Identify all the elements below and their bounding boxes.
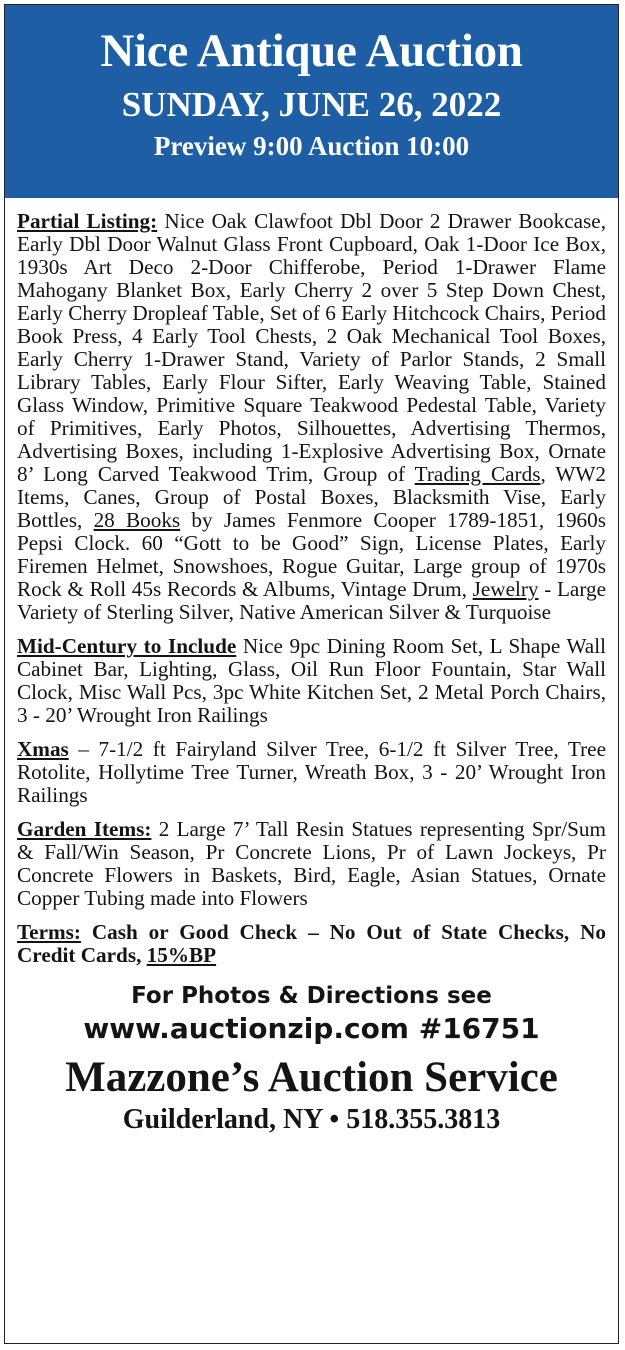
- company-location-phone: Guilderland, NY • 518.355.3813: [122, 1104, 501, 1135]
- terms-text: Cash or Good Check – No Out of State Checks, No Credit Cards,: [17, 920, 606, 967]
- xmas-text: – 7-1/2 ft Fairyland Silver Tree, 6-1/2 ft Silver Tree, Tree Rotolite, Hollytime Tree Turner, Wreath Box, 3 - 20’ Wrought Iron Railings: [17, 737, 606, 807]
- photos-directions-text: For Photos & Directions see: [131, 983, 492, 1009]
- listing-body: [5, 198, 618, 967]
- partial-listing-text-2: , WW2 Items, Canes, Group of Postal Boxes, Blacksmith Vise, Early Bottles,: [17, 462, 606, 532]
- auction-times: Preview 9:00 Auction 10:00: [153, 131, 470, 161]
- website-link[interactable]: www.auctionzip.com #16751: [83, 1012, 540, 1045]
- xmas-section: [17, 738, 606, 807]
- books-text: 28 Books: [93, 508, 181, 532]
- garden-text: 2 Large 7’ Tall Resin Statues representing Spr/Sum & Fall/Win Season, Pr Concrete Lions, Pr of Lawn Jockeys, Pr Concrete Flowers in Baskets, Bird, Eagle, Asian Statues, Ornate Copper Tubing made into Flowers: [17, 817, 606, 910]
- jewelry-text: Jewelry: [472, 577, 539, 601]
- trading-cards-text: Trading Cards: [414, 462, 541, 486]
- partial-listing-label: Partial Listing:: [17, 209, 158, 233]
- ad-footer: [5, 981, 618, 1137]
- partial-listing-text-4: - Large Variety of Sterling Silver, Native American Silver & Turquoise: [17, 577, 606, 624]
- auction-title: Nice Antique Auction: [100, 25, 523, 77]
- partial-listing-text-1: Nice Oak Clawfoot Dbl Door 2 Drawer Bookcase, Early Dbl Door Walnut Glass Front Cupboard, Oak 1-Door Ice Box, 1930s Art Deco 2-Door Chifferobe, Period 1-Drawer Flame Mahogany Blanket Box, Early Cherry 2 over 5 Step Down Chest, Early Cherry Dropleaf Table, Set of 6 Early Hitchcock Chairs, Period Book Press, 4 Early Tool Chests, 2 Oak Mechanical Tool Boxes, Early Cherry 1-Drawer Stand, Variety of Parlor Stands, 2 Small Library Tables, Early Flour Sifter, Early Weaving Table, Stained Glass Window, Primitive Square Teakwood Pedestal Table, Variety of Primitives, Early Photos, Silhouettes, Advertising Thermos, Advertising Boxes, including 1-Explosive Advertising Box, Ornate 8’ Long Carved Teakwood Trim, Group of: [17, 209, 606, 486]
- company-name: Mazzone’s Auction Service: [65, 1054, 558, 1101]
- terms-label: Terms:: [17, 920, 81, 944]
- garden-label: Garden Items:: [17, 817, 152, 841]
- auction-date: SUNDAY, JUNE 26, 2022: [121, 85, 502, 124]
- partial-listing-text-3: by James Fenmore Cooper 1789-1851, 1960s Pepsi Clock. 60 “Gott to be Good” Sign, License Plates, Early Firemen Helmet, Snowshoes, Rogue Guitar, Large group of 1970s Rock & Roll 45s Records & Albums, Vintage Drum,: [17, 508, 606, 601]
- auction-ad: [4, 4, 619, 1344]
- midcentury-text: Nice 9pc Dining Room Set, L Shape Wall Cabinet Bar, Lighting, Glass, Oil Run Floor Fountain, Star Wall Clock, Misc Wall Pcs, 3pc White Kitchen Set, 2 Metal Porch Chairs, 3 - 20’ Wrought Iron Railings: [17, 634, 606, 727]
- xmas-label: Xmas: [17, 737, 69, 761]
- ad-header: [5, 5, 618, 198]
- buyers-premium: 15%BP: [146, 943, 217, 967]
- midcentury-label: Mid-Century to Include: [17, 634, 237, 658]
- terms-section: [17, 921, 606, 967]
- garden-section: [17, 818, 606, 910]
- partial-listing-section: [17, 210, 606, 624]
- midcentury-section: [17, 635, 606, 727]
